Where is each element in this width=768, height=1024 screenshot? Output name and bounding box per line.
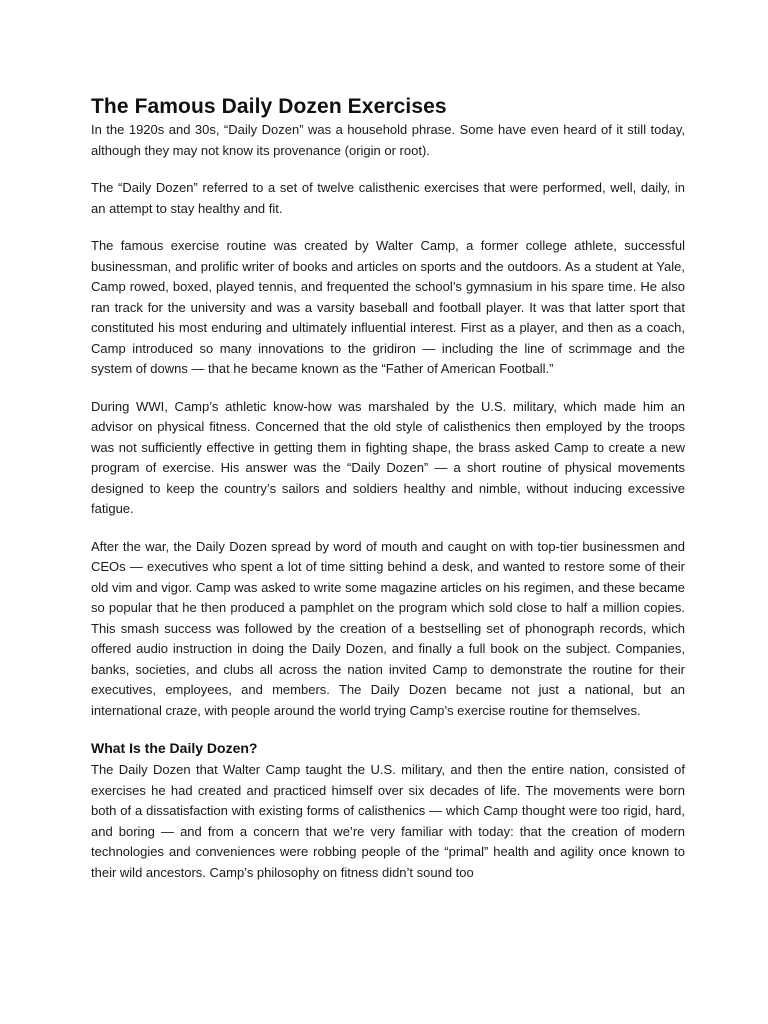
paragraph-after-war: After the war, the Daily Dozen spread by word of mouth and caught on with top-tier businessmen and CEOs — executives who spent a lot of time sitting behind a desk, and wanted to restore some of their old vim and vigor. Camp was asked to write some magazine articles on his regimen, and these became so popular that he then produced a pamphlet on the program which sold close to half a million copies. This smash success was followed by the creation of a bestselling set of phonograph records, which offered audio instruction in doing the Daily Dozen, and finally a full book on the subject. Companies, banks, societies, and clubs all across the nation invited Camp to demonstrate the routine for their executives, employees, and members. The Daily Dozen became not just a national, but an international craze, with people around the world trying Camp’s exercise routine for themselves. <box>91 538 685 718</box>
document-page <box>91 90 685 883</box>
paragraph-walter-camp: The famous exercise routine was created by Walter Camp, a former college athlete, successful businessman, and prolific writer of books and articles on sports and the outdoors. As a student at Yale, Camp rowed, boxed, played tennis, and frequented the school’s gymnasium in his spare time. He also ran track for the university and was a varsity baseball and football player. It was that latter sport that constituted his most enduring and ultimately influential interest. First as a player, and then as a coach, Camp introduced so many innovations to the gridiron — including the line of scrimmage and the system of downs — that he became known as the “Father of American Football.” <box>91 238 685 376</box>
document-title: The Famous Daily Dozen Exercises <box>91 95 447 118</box>
paragraph-intro: In the 1920s and 30s, “Daily Dozen” was a household phrase. Some have even heard of it still today, although they may not know its provenance (origin or root). <box>91 122 685 158</box>
section-heading: What Is the Daily Dozen? <box>91 740 258 756</box>
paragraph-definition: The “Daily Dozen” referred to a set of twelve calisthenic exercises that were performed, well, daily, in an attempt to stay healthy and fit. <box>91 180 685 216</box>
paragraph-wwi: During WWI, Camp’s athletic know-how was marshaled by the U.S. military, which made him an advisor on physical fitness. Concerned that the old style of calisthenics then employed by the troops was not sufficiently effective in getting them in fighting shape, the brass asked Camp to create a new program of exercise. His answer was the “Daily Dozen” — a short routine of physical movements designed to keep the country’s sailors and soldiers healthy and nimble, without inducing excessive fatigue. <box>91 398 685 516</box>
paragraph-what-is: The Daily Dozen that Walter Camp taught the U.S. military, and then the entire nation, consisted of exercises he had created and practiced himself over six decades of life. The movements were born both of a dissatisfaction with existing forms of calisthenics — which Camp thought were too rigid, hard, and boring — and from a concern that we’re very familiar with today: that the creation of modern technologies and conveniences were robbing people of the “primal” health and agility once known to their wild ancestors. Camp’s philosophy on fitness didn’t sound too <box>91 762 685 880</box>
